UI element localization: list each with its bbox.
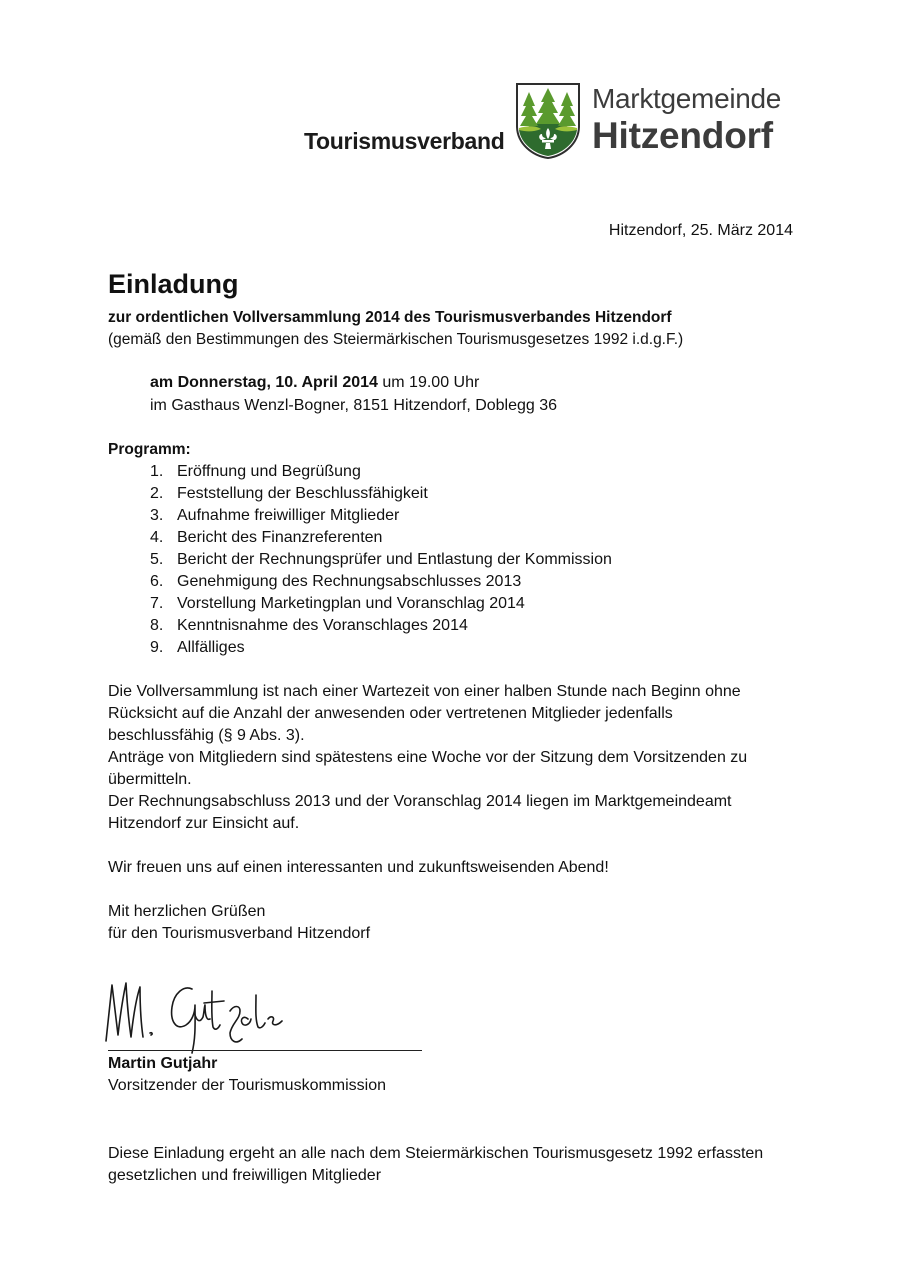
footer-line: gesetzlichen und freiwilligen Mitglieder: [108, 1167, 382, 1184]
item-text: Bericht des Finanzreferenten: [177, 529, 383, 546]
list-item: [150, 571, 612, 593]
item-number: 7.: [150, 595, 164, 612]
item-number: 1.: [150, 463, 164, 480]
item-number: 9.: [150, 639, 164, 656]
body-line: Der Rechnungsabschluss 2013 und der Voranschlag 2014 liegen im Marktgemeindeamt: [108, 793, 732, 810]
body-line: Anträge von Mitgliedern sind spätestens eine Woche vor der Sitzung dem Vorsitzenden zu: [108, 749, 748, 766]
item-text: Vorstellung Marketingplan und Voranschlag 2014: [177, 595, 525, 612]
list-item: [150, 549, 612, 571]
program-heading: Programm:: [108, 441, 191, 458]
list-item: [150, 593, 612, 615]
body-line: Die Vollversammlung ist nach einer Wartezeit von einer halben Stunde nach Beginn ohne: [108, 683, 741, 700]
signature-line: [108, 1050, 422, 1051]
meeting-time: um 19.00 Uhr: [377, 374, 480, 391]
body-line: beschlussfähig (§ 9 Abs. 3).: [108, 727, 305, 744]
item-text: Bericht der Rechnungsprüfer und Entlastung der Kommission: [177, 551, 612, 568]
greeting-line: Mit herzlichen Grüßen: [108, 903, 266, 920]
letter-title: Einladung: [108, 269, 239, 299]
item-text: Allfälliges: [177, 639, 245, 656]
subtitle-bold: zur ordentlichen Vollversammlung 2014 des Tourismusverbandes Hitzendorf: [108, 309, 672, 326]
body-line: Hitzendorf zur Einsicht auf.: [108, 815, 300, 832]
greeting: [108, 901, 798, 945]
item-number: 3.: [150, 507, 164, 524]
item-text: Eröffnung und Begrüßung: [177, 463, 361, 480]
item-number: 5.: [150, 551, 164, 568]
closing-sentence: Wir freuen uns auf einen interessanten und zukunftsweisenden Abend!: [108, 859, 609, 876]
item-text: Kenntnisnahme des Voranschlages 2014: [177, 617, 468, 634]
meeting-location: im Gasthaus Wenzl-Bogner, 8151 Hitzendorf, Doblegg 36: [150, 397, 558, 414]
signer-role: Vorsitzender der Tourismuskommission: [108, 1077, 387, 1094]
subtitle: (gemäß den Bestimmungen des Steiermärkischen Tourismusgesetzes 1992 i.d.g.F.): [108, 331, 684, 348]
list-item: [150, 615, 612, 637]
item-number: 8.: [150, 617, 164, 634]
program-list: [150, 461, 612, 659]
footer-line: Diese Einladung ergeht an alle nach dem Steiermärkischen Tourismusgesetz 1992 erfassten: [108, 1145, 764, 1162]
body-line: Rücksicht auf die Anzahl der anwesenden oder vertretenen Mitglieder jedenfalls: [108, 705, 673, 722]
letter-date: Hitzendorf, 25. März 2014: [608, 222, 793, 239]
list-item: [150, 461, 612, 483]
list-item: [150, 483, 612, 505]
municipality-line1: Marktgemeinde: [592, 83, 782, 114]
item-text: Aufnahme freiwilliger Mitglieder: [177, 507, 400, 524]
item-number: 2.: [150, 485, 164, 502]
list-item: [150, 505, 612, 527]
body-line: übermitteln.: [108, 771, 192, 788]
footer-note: [108, 1143, 808, 1187]
org-name: Tourismusverband: [304, 128, 505, 154]
meeting-date: [150, 374, 479, 392]
signer-name: Martin Gutjahr: [108, 1055, 218, 1072]
handwritten-signature: [100, 975, 340, 1055]
list-item: [150, 637, 612, 659]
item-text: Feststellung der Beschlussfähigkeit: [177, 485, 428, 502]
list-item: [150, 527, 612, 549]
body-paragraph: [108, 681, 798, 835]
greeting-line: für den Tourismusverband Hitzendorf: [108, 925, 371, 942]
municipality-line2: Hitzendorf: [592, 115, 773, 156]
item-number: 6.: [150, 573, 164, 590]
coat-of-arms-icon: [515, 82, 581, 160]
meeting-date-bold: am Donnerstag, 10. April 2014: [150, 374, 378, 391]
item-number: 4.: [150, 529, 164, 546]
item-text: Genehmigung des Rechnungsabschlusses 2013: [177, 573, 522, 590]
